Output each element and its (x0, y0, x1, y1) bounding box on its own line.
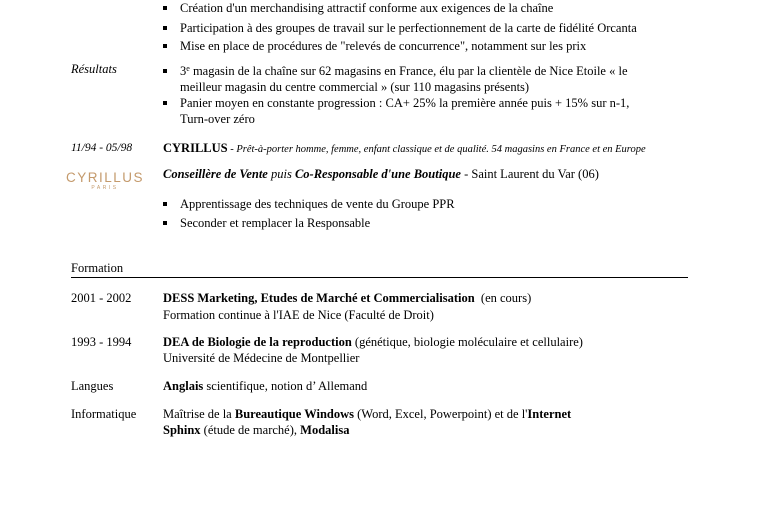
company-line (163, 141, 646, 156)
job-dates: 11/94 - 05/98 (71, 142, 133, 154)
bullet-text: Création d'un merchandising attractif conforme aux exigences de la chaîne (180, 1, 554, 15)
edu-years: 2001 - 2002 (71, 291, 132, 305)
cyrillus-logo: CYRILLUS PARIS (65, 170, 145, 191)
job-role: Conseillère de Vente (163, 167, 268, 181)
bullet-text: Seconder et remplacer la Responsable (180, 216, 371, 230)
company-description: - Prêt-à-porter homme, femme, enfant classique et de qualité. 54 magasins en France et en Europe (227, 144, 646, 155)
it-line-2: Sphinx (étude de marché), Modalisa (163, 423, 350, 437)
section-divider (71, 277, 688, 278)
edu-status: (en cours) (474, 291, 532, 305)
resultats-label: Résultats (71, 62, 117, 76)
bullet-text: Panier moyen en constante progression : CA+ 25% la première année puis + 15% sur n-1, (180, 96, 630, 110)
languages-line (163, 379, 367, 394)
it-label: Informatique (71, 407, 137, 421)
company-name: CYRILLUS (163, 141, 228, 155)
bullet-text: 3e magasin de la chaîne sur 62 magasins en France, élu par la clientèle de Nice Etoile « le (180, 64, 628, 78)
edu-title: DESS Marketing, Etudes de Marché et Commercialisation (163, 291, 475, 305)
bullet-text: Mise en place de procédures de "relevés de concurrence", notamment sur les prix (180, 39, 587, 53)
edu-title: DEA de Biologie de la reproduction (163, 335, 352, 349)
section-heading: Formation (71, 261, 124, 275)
bullet-text: Apprentissage des techniques de vente du Groupe PPR (180, 197, 455, 211)
language-detail: scientifique, notion d’ Allemand (203, 379, 368, 393)
job-role-2: Co-Responsable d'une Boutique (294, 167, 461, 181)
it-line-1: Maîtrise de la Bureautique Windows (Word, Excel, Powerpoint) et de l'Internet (163, 407, 572, 421)
edu-title-line (163, 335, 583, 350)
bullet-text-cont: meilleur magasin du centre commercial » (sur 110 magasins présents) (180, 80, 530, 94)
job-role-line: Conseillère de Vente puis Co-Responsable d'une Boutique - Saint Laurent du Var (06) (163, 167, 599, 181)
job-location: - Saint Laurent du Var (06) (460, 167, 599, 181)
edu-institution: Université de Médecine de Montpellier (163, 351, 360, 365)
languages-label: Langues (71, 379, 114, 393)
bullet-text: Participation à des groupes de travail sur le perfectionnement de la carte de fidélité Orcanta (180, 21, 637, 35)
edu-years: 1993 - 1994 (71, 335, 132, 349)
bullet-text-cont: Turn-over zéro (180, 112, 255, 126)
edu-institution: Formation continue à l'IAE de Nice (Faculté de Droit) (163, 308, 434, 322)
language: Anglais (163, 379, 204, 393)
edu-detail: (génétique, biologie moléculaire et cellulaire) (351, 335, 583, 349)
edu-title-line (163, 291, 531, 306)
